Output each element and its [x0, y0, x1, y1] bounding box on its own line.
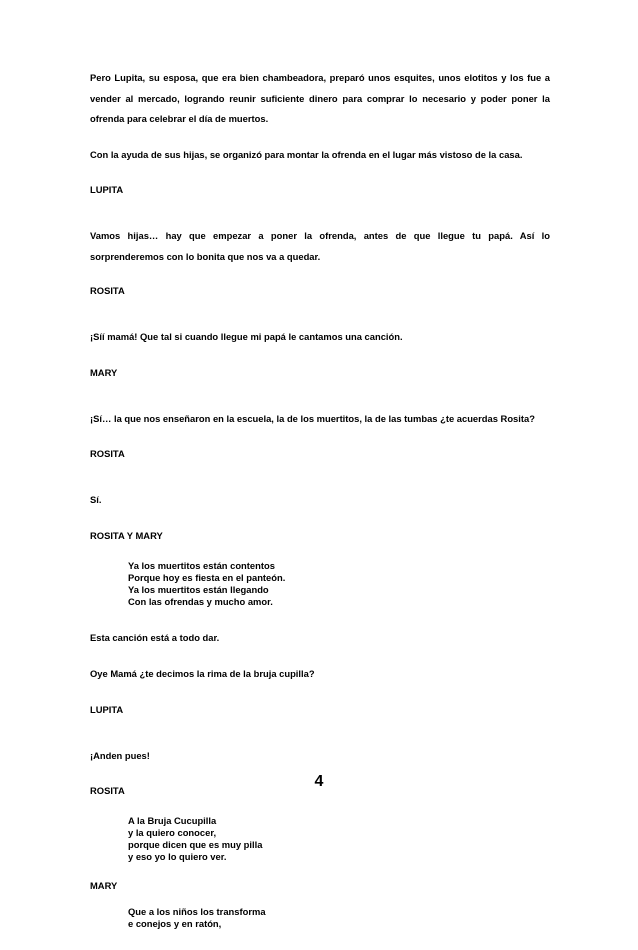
page-number: 4: [314, 773, 324, 790]
verse-line: porque dicen que es muy pilla: [128, 839, 263, 850]
verse-line: Porque hoy es fiesta en el panteón.: [128, 571, 286, 583]
speaker-name: MARY: [90, 880, 118, 891]
verse-line: y eso yo lo quiero ver.: [128, 851, 227, 862]
verse-block: [128, 560, 550, 608]
speaker-name: ROSITA Y MARY: [90, 529, 163, 541]
verse-block: [128, 906, 550, 930]
speaker-name: LUPITA: [90, 184, 124, 195]
verse-line: y la quiero conocer,: [128, 827, 217, 838]
verse-line: e conejos y en ratón,: [128, 918, 222, 929]
paragraph: ¡Sí… la que nos enseñaron en la escuela, la de los muertitos, la de las tumbas ¿te acuerdas Rosita?: [90, 412, 535, 424]
verse-line: A la Bruja Cucupilla: [128, 815, 217, 826]
paragraph: Oye Mamá ¿te decimos la rima de la bruja cupilla?: [90, 668, 315, 679]
verse-line: Con las ofrendas y mucho amor.: [128, 595, 273, 607]
speaker-name: ROSITA: [90, 285, 125, 296]
paragraph: Con la ayuda de sus hijas, se organizó para montar la ofrenda en el lugar más vistoso de la casa.: [90, 148, 523, 160]
paragraph: ¡Anden pues!: [90, 749, 150, 761]
verse-block: [128, 815, 550, 863]
verse-line: Ya los muertitos están llegando: [128, 583, 269, 595]
speaker-name: MARY: [90, 366, 118, 378]
verse-line: Ya los muertitos están contentos: [128, 559, 275, 571]
speaker-name: ROSITA: [90, 785, 125, 796]
paragraph: ¡Síí mamá! Que tal si cuando llegue mi papá le cantamos una canción.: [90, 331, 403, 342]
verse-line: Que a los niños los transforma: [128, 906, 266, 917]
speaker-name: LUPITA: [90, 703, 124, 715]
paragraph: Esta canción está a todo dar.: [90, 631, 220, 643]
speaker-name: ROSITA: [90, 448, 125, 459]
page-content: [90, 68, 550, 950]
paragraph: Pero Lupita, su esposa, que era bien chambeadora, preparó unos esquites, unos elotitos y los fue a vender al mercado, logrando reunir suficiente dinero para comprar lo necesario y poder poner la ofrenda para celebrar el día de muertos.: [90, 72, 550, 124]
paragraph: Sí.: [90, 494, 102, 505]
paragraph: Vamos hijas… hay que empezar a poner la ofrenda, antes de que llegue tu papá. Así lo sorprenderemos con lo bonita que nos va a quedar.: [90, 230, 550, 262]
